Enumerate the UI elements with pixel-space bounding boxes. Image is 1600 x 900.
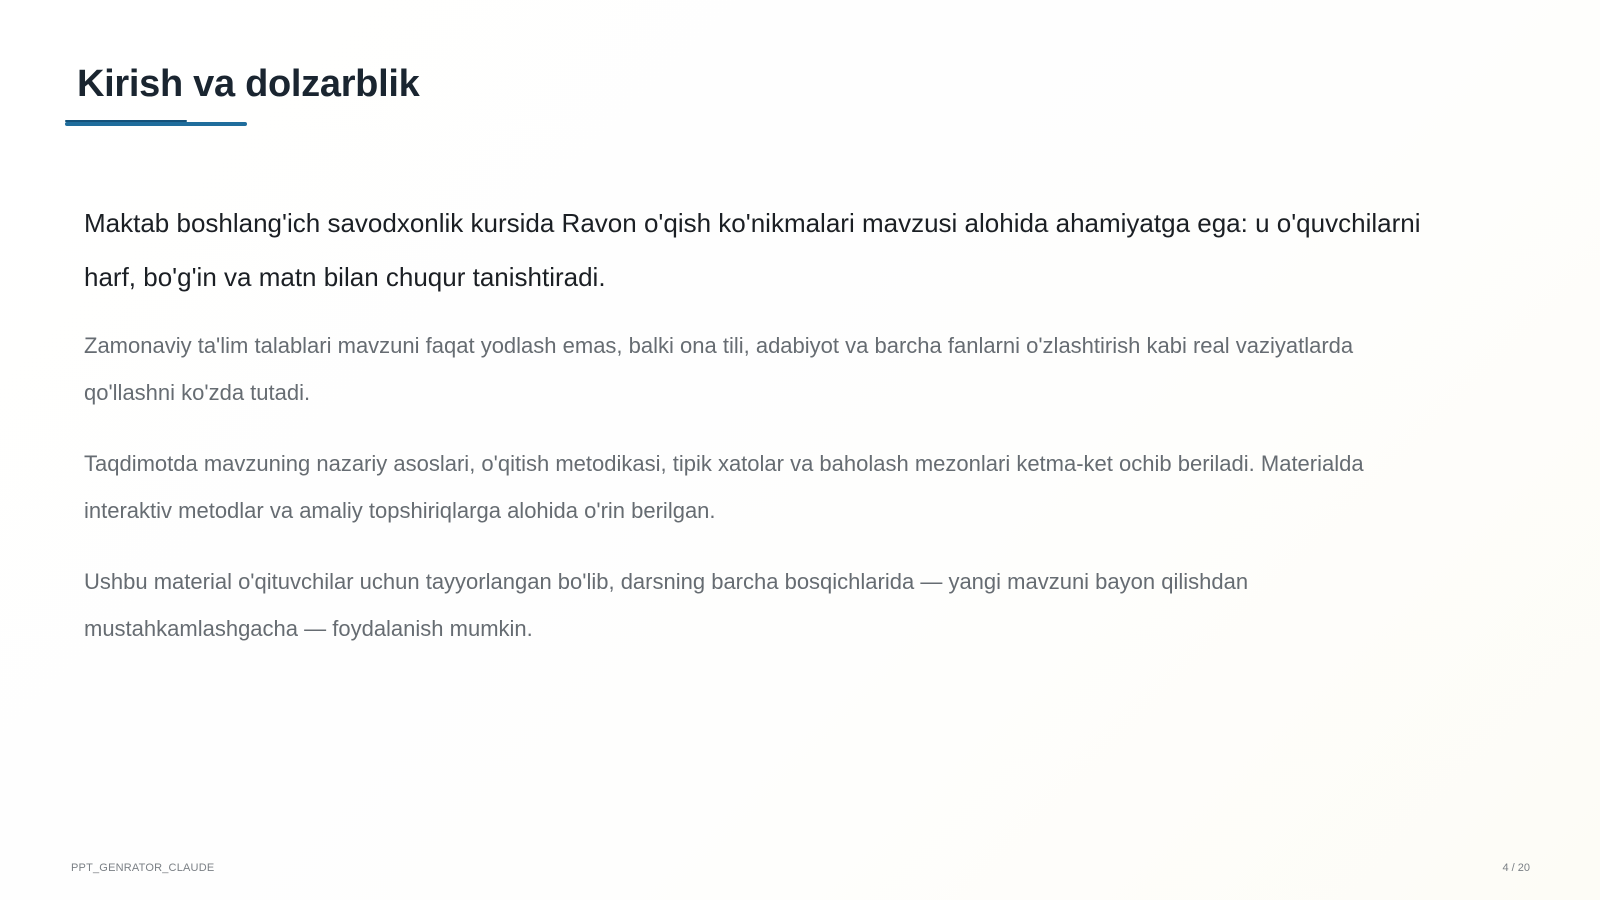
title-underline-accent: [65, 120, 187, 122]
slide-body: [84, 196, 1444, 676]
lead-paragraph: Maktab boshlang'ich savodxonlik kursida Ravon o'qish ko'nikmalari mavzusi alohida ahamiyatga ega: u o'quvchilarni harf, bo'g'in va matn bilan chuqur tanishtiradi.: [84, 208, 1421, 292]
body-paragraph-3: Ushbu material o'qituvchilar uchun tayyorlangan bo'lib, darsning barcha bosqichlarida — yangi mavzuni bayon qilishdan mustahkamlashgacha — foydalanish mumkin.: [84, 569, 1249, 641]
body-paragraph-2: Taqdimotda mavzuning nazariy asoslari, o'qitish metodikasi, tipik xatolar va baholash mezonlari ketma-ket ochib beriladi. Materialda interaktiv metodlar va amaliy topshiriqlarga alohida o'rin berilgan.: [84, 451, 1364, 523]
page-number: 4 / 20: [1502, 862, 1530, 874]
body-paragraph-1: Zamonaviy ta'lim talablari mavzuni faqat yodlash emas, balki ona tili, adabiyot va barcha fanlarni o'zlashtirish kabi real vaziyatlarda qo'llashni ko'zda tutadi.: [84, 333, 1354, 405]
footer-brand: PPT_GENRATOR_CLAUDE: [71, 862, 215, 874]
title-underline: [65, 122, 247, 126]
slide-title: Kirish va dolzarblik: [77, 63, 420, 105]
